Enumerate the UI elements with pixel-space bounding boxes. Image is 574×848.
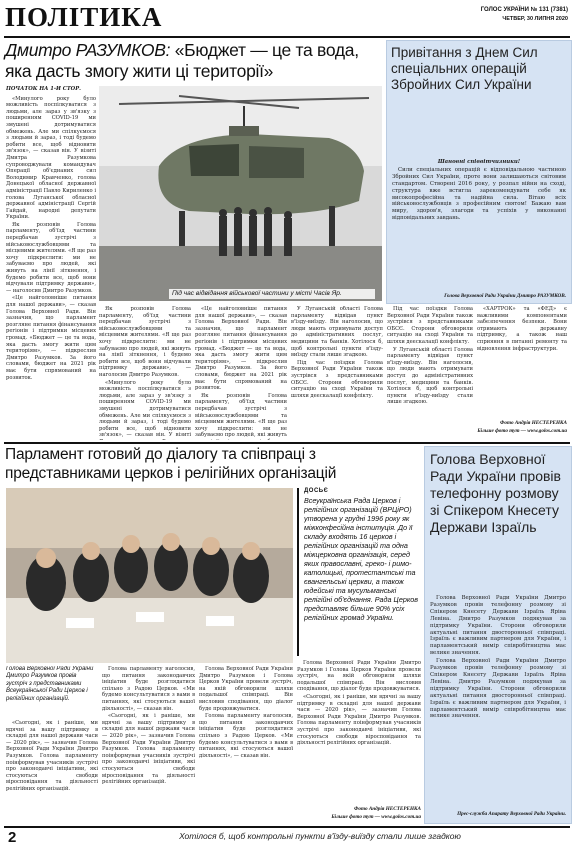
israel-body bbox=[430, 595, 566, 795]
dossier-label: ДОСЬЄ bbox=[304, 488, 329, 494]
parliament-column-4 bbox=[297, 660, 421, 804]
lead-column-5 bbox=[387, 306, 473, 440]
lead-column-1 bbox=[6, 86, 96, 440]
lead-text-col3: «Це найголовніше питання для нашої держави», — сказав Голова Верховної Ради. Він зазначив, що парламент розгляне питання фінансування регіонів і підтримки місцевих громад. «Бюджет — це та вода, яка дасть змогу жити цим територіям», — підкреслив Дмитро Разумков. За його словами, бюджет на 2021 рік має бути спрямований на розвиток. bbox=[195, 306, 287, 392]
lead-text-col4: У Луганській області Голова парламенту відвідав пункт в'їзду-виїзду. Він наголосив, що люди мають отримувати доступ до адміністративних послуг, медицини та банків. Хотілося б, щоб контрольні пункти в'їзду-виїзду стали лише згадкою. bbox=[291, 306, 383, 359]
lead-photo-credit: Фото Андрія НЕСТЕРЕНКА bbox=[499, 420, 567, 426]
issue-number: ГОЛОС УКРАЇНИ № 131 (7381) bbox=[480, 7, 568, 13]
parliament-photo-credit: Фото Андрія НЕСТЕРЕНКА bbox=[353, 806, 421, 812]
greeting-box bbox=[386, 40, 572, 304]
helicopter-image bbox=[99, 86, 382, 301]
lead-column-3 bbox=[195, 306, 287, 440]
lead-column-6 bbox=[477, 306, 567, 418]
church-meeting-image bbox=[6, 488, 293, 663]
footer-tagline: Хотілося б, щоб контрольні пункти в'їзду-виїзду стали лише згадкою bbox=[179, 831, 461, 841]
page-number: 2 bbox=[8, 829, 17, 846]
lead-text-1: «Минулого року було можливість поспілкуватися з людьми, але зараз у зв'язку з поширенням COVID-19 ми змушені дотримуватися обмежень. Але ми спілкуємося з людьми й зараз, і тоді будемо робити все, щоб відновити зв'язок», — сказав він. У візиті Дмитра Разумкова супроводжували командувач Операції об'єднаних сил Володимир Кравченко, голова Донецької обласної державної адміністрації Павло Кириленко і голова Луганської обласної державної адміністрації Сергій Гайдай, народні депутати України. bbox=[6, 95, 96, 221]
lead-text-col5: Під час поїздки Голова Верховної Ради України також зустрівся з представниками ОБСЄ. Сторони обговорили ситуацію на сході України та шляхи деескалації конфлікту. bbox=[387, 306, 473, 345]
lead-text-2: Як розповів Голова парламенту, об'їзд частини передбачав зустрічі з військовослужбовцями та місцевими жителями. «Я ще раз хочу підкреслити: ми не забуваємо про людей, які живуть на лінії зіткнення, і будемо робити все, щоб вони відчували підтримку держави», — наголосив Дмитро Разумков. bbox=[6, 221, 96, 294]
parliament-text-3b: Голова парламенту наголосив, що питання законодавчих ініціатив буде розглядатися спільно з Радою Церков. «Ми будемо консультуватися з вами в питаннях, які стосуються вашої діяльності», — сказав він. bbox=[199, 713, 293, 759]
israel-title: Голова Верховної Ради України провів телефонну розмову зі Спікером Кнесету Держави Ізраїль bbox=[430, 451, 561, 535]
parliament-text-4b: «Сьогодні, як і раніше, ми вдячні за вашу підтримку в складні для нашої держави часи — 2020 рік», — зазначив Голова Верховної Ради України Дмитро Разумков. Голова парламенту поінформував учасників зустрічі про законодавчі ініціативи, які стосуються свободи віросповідання та діяльності релігійних організацій. bbox=[297, 693, 421, 747]
parliament-column-2 bbox=[102, 666, 195, 820]
parliament-text-2: Голова парламенту наголосив, що питання законодавчих ініціатив буде розглядатися спільно з Радою Церков. «Ми будемо консультуватися з вами в питаннях, які стосуються вашої діяльності», — сказав він. bbox=[102, 666, 195, 712]
lead-site-link: Більше фото тут — www.golos.com.ua bbox=[477, 428, 567, 434]
israel-signature: Прес-служба Апарату Верховної Ради України. bbox=[457, 811, 566, 817]
lead-photo-caption: Під час відвідання військової частини у місті Часів Яр. bbox=[169, 289, 375, 299]
lead-title: «Бюджет — це та вода, яка дасть змогу жити ці території» bbox=[5, 40, 359, 81]
helicopter-photo bbox=[99, 86, 382, 301]
greeting-signature: Голова Верховної Ради України Дмитро РАЗУМКОВ. bbox=[444, 293, 566, 299]
masthead-rule bbox=[4, 36, 570, 38]
footer-rule bbox=[4, 826, 570, 828]
parliament-site-link: Більше фото тут — www.golos.com.ua bbox=[331, 814, 421, 820]
dossier-text: Всеукраїнська Рада Церков і релігійних організацій (ВРЦіРО) утворена у грудні 1996 року як міжконфесійна інституція. До її складу входять 16 церков і релігійних організацій та одна міжцерковна організація, серед яких православні, греко- і римо-католицькі, протестантські та євангельські церкви, а також юдейські та мусульманські релігійні об'єднання. Рада Церков представляє більше 90% усіх релігійних громад України. bbox=[304, 496, 419, 622]
lead-column-4 bbox=[291, 306, 383, 440]
israel-box bbox=[424, 446, 572, 824]
lead-text-3: «Це найголовніше питання для нашої держави», — сказав Голова Верховної Ради. Він зазначив, що парламент розгляне питання фінансування регіонів і підтримки місцевих громад. «Бюджет — це та вода, яка дасть змогу жити цим територіям», — підкреслив Дмитро Разумков. За його словами, бюджет на 2021 рік має бути спрямований на розвиток. bbox=[6, 295, 96, 381]
parliament-text-1: «Сьогодні, як і раніше, ми вдячні за вашу підтримку в складні для нашої держави часи — 2020 рік», — зазначив Голова Верховної Ради України Дмитро Разумков. Голова парламенту поінформував учасників зустрічі про законодавчі ініціативи, які стосуються свободи віросповідання та діяльності релігійних організацій. bbox=[6, 720, 98, 792]
parliament-text-2b: «Сьогодні, як і раніше, ми вдячні за вашу підтримку в складні для нашої держави часи — 2020 рік», — зазначив Голова Верховної Ради України Дмитро Разумков. Голова парламенту поінформував учасників зустрічі про законодавчі ініціативи, які стосуються свободи віросповідання та діяльності релігійних організацій. bbox=[102, 713, 195, 786]
parliament-text-3: Голова Верховної Ради України Дмитро Разумков і Голова Церков України провели зустріч, на якій обговорили шляхи подальшої співпраці. Він висловив сподівання, що діалог буде продовжуватися. bbox=[199, 666, 293, 712]
lead-text-col3b: Як розповів Голова парламенту, об'їзд частини передбачав зустрічі з військовослужбовцями та місцевими жителями. «Я ще раз хочу підкреслити: ми не забуваємо про людей, які живуть bbox=[195, 392, 287, 439]
parliament-headline: Парламент готовий до діалогу та співпраці з представниками церков і релігійних організацій bbox=[5, 446, 337, 482]
section-title: ПОЛІТИКА bbox=[5, 2, 163, 32]
lead-headline bbox=[5, 40, 385, 82]
greeting-title: Привітання з Днем Сил спеціальних операцій Збройних Сил України bbox=[391, 45, 538, 92]
parliament-column-1 bbox=[6, 720, 98, 820]
israel-text-2: Голова Верховної Ради України Дмитро Разумков провів телефонну розмову зі Спікером Кнесету Держави Ізраїль Яріва Левіна. Дмитро Разумков подякував за підтримку України. Сторони обговорили актуальні питання двосторонньої співпраці. Ізраїль є важливим партнером для України, і парламентський вимір співробітництва має велике значення. bbox=[430, 658, 566, 720]
issue-date: ЧЕТВЕР, 30 ЛИПНЯ 2020 bbox=[502, 16, 568, 22]
parliament-text-4: Голова Верховної Ради України Дмитро Разумков і Голова Церков України провели зустріч, на якій обговорили шляхи подальшої співпраці. Він висловив сподівання, що діалог буде продовжуватися. bbox=[297, 660, 421, 693]
parliament-photo-caption: Голова Верховної Ради України Дмитро Разумков провів зустріч з представниками Всеукраїнської Ради Церков і релігійних організацій. bbox=[6, 666, 94, 702]
greeting-text: Сили спеціальних операцій є відповідальною частиною Збройних Сил України, проте вони залишаються світовим стандартом. Створені 2016 року, у розпал війни на сході, структура вже встигла зарекомендувати себе як високопрофесійна та надійна сила. Вітаю всіх військовослужбовців з професійним святом! Бажаю вам миру, здоров'я, злагоди та успіхів у виконанні відповідальних завдань. bbox=[392, 166, 566, 222]
lead-author: Дмитро РАЗУМКОВ: bbox=[5, 40, 171, 60]
section-divider bbox=[4, 442, 570, 444]
lead-text-col5b: У Луганській області Голова парламенту відвідав пункт в'їзду-виїзду. Він наголосив, що люди мають отримувати доступ до адміністративних послуг, медицини та банків. Хотілося б, щоб контрольні пункти в'їзду-виїзду стали лише згадкою. bbox=[387, 346, 473, 406]
greeting-intro: Шановні співвітчизники! bbox=[437, 159, 521, 165]
dossier-box bbox=[297, 488, 426, 656]
israel-text: Голова Верховної Ради України Дмитро Разумков провів телефонну розмову зі Спікером Кнесету Держави Ізраїль Яріва Левіна. Дмитро Разумков подякував за підтримку України. Сторони обговорили актуальні питання двосторонньої співпраці. Ізраїль є важливим партнером для України, і парламентський вимір співробітництва має велике значення. bbox=[430, 595, 566, 657]
lead-text-col4b: Під час поїздки Голова Верховної Ради України також зустрівся з представниками ОБСЄ. Сторони обговорили ситуацію на сході України та шляхи деескалації конфлікту. bbox=[291, 359, 383, 399]
lead-text-col2b: «Минулого року було можливість поспілкуватися з людьми, але зараз у зв'язку з поширенням COVID-19 ми змушені дотримуватися обмежень. Але ми спілкуємося з людьми й зараз, і тоді будемо робити все, щоб відновити зв'язок», — сказав він. У візиті bbox=[99, 379, 191, 439]
church-meeting-photo bbox=[6, 488, 293, 663]
lead-column-2 bbox=[99, 306, 191, 440]
greeting-body bbox=[392, 159, 566, 293]
parliament-column-3 bbox=[199, 666, 293, 820]
lead-kicker: ПОЧАТОК НА 1-Й СТОР. bbox=[6, 86, 81, 92]
lead-text-col6: «ХАРТРОК» та «ФЕД» є важливими компонентами забезпечення безпеки. Вони отримають державну підтримку, а також наш сприяння в питанні ремонту та відновлення інфраструктури. bbox=[477, 306, 567, 352]
lead-text-col2: Як розповів Голова парламенту, об'їзд частини передбачав зустрічі з військовослужбовцями та місцевими жителями. «Я ще раз хочу підкреслити: ми не забуваємо про людей, які живуть на лінії зіткнення, і будемо робити все, щоб вони відчували підтримку держави», — наголосив Дмитро Разумков. bbox=[99, 306, 191, 378]
